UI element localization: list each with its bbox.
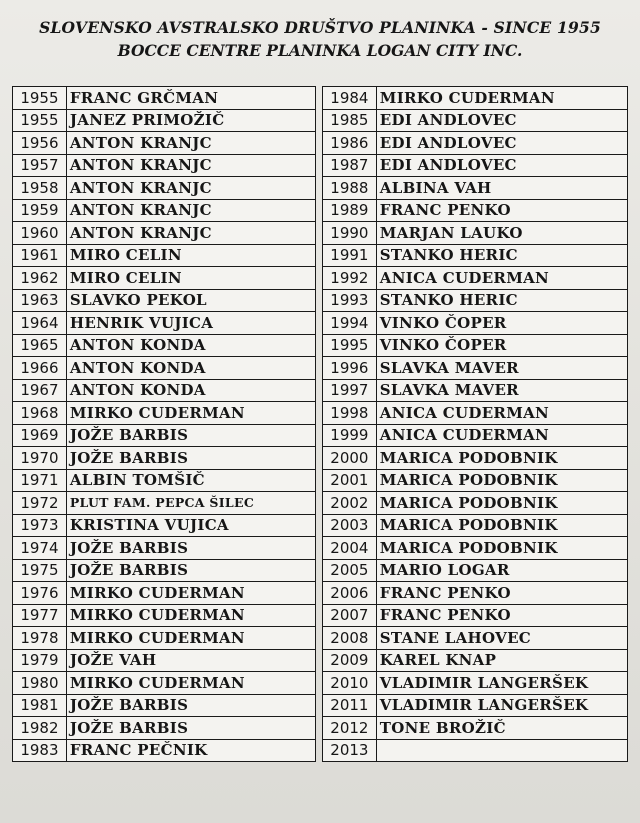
year-cell: 1997 [323, 379, 377, 402]
winner-name-cell: ANTON KRANJC [66, 132, 315, 155]
winner-row [13, 334, 316, 357]
winner-name-cell: MARIO LOGAR [376, 559, 627, 582]
year-cell: 1998 [323, 402, 377, 425]
year-cell: 1971 [13, 469, 67, 492]
year-cell: 1969 [13, 424, 67, 447]
winner-row [323, 604, 628, 627]
year-cell: 1978 [13, 627, 67, 650]
year-cell: 1968 [13, 402, 67, 425]
winner-row [13, 199, 316, 222]
winner-row [13, 357, 316, 380]
winner-name-cell: MARICA PODOBNIK [376, 537, 627, 560]
winner-row [13, 694, 316, 717]
winner-row [13, 627, 316, 650]
winner-row [13, 492, 316, 515]
winner-name-cell: FRANC PENKO [376, 582, 627, 605]
year-cell: 1980 [13, 672, 67, 695]
year-cell: 1986 [323, 132, 377, 155]
year-cell: 1967 [13, 379, 67, 402]
winner-row [13, 177, 316, 200]
winner-name-cell: ANTON KRANJC [66, 154, 315, 177]
year-cell: 1983 [13, 739, 67, 762]
winner-row [13, 379, 316, 402]
winner-name-cell: MIRO CELIN [66, 267, 315, 290]
year-cell: 1959 [13, 199, 67, 222]
year-cell: 1961 [13, 244, 67, 267]
year-cell: 2003 [323, 514, 377, 537]
year-cell: 1991 [323, 244, 377, 267]
winner-name-cell: VINKO ČOPER [376, 312, 627, 335]
year-cell: 2008 [323, 627, 377, 650]
winner-row [13, 739, 316, 762]
winner-row [323, 514, 628, 537]
winner-name-cell: FRANC PEČNIK [66, 739, 315, 762]
club-title: SLOVENSKO AVSTRALSKO DRUŠTVO PLANINKA - SINCE 1955 [39, 18, 601, 37]
winner-name-cell: KAREL KNAP [376, 649, 627, 672]
year-cell: 1994 [323, 312, 377, 335]
winner-row [13, 469, 316, 492]
year-cell: 1955 [13, 109, 67, 132]
year-cell: 1965 [13, 334, 67, 357]
winner-name-cell: ANTON KRANJC [66, 222, 315, 245]
winner-row [13, 402, 316, 425]
year-cell: 1996 [323, 357, 377, 380]
winner-name-cell: FRANC GRČMAN [66, 87, 315, 110]
winner-name-cell: ALBIN TOMŠIČ [66, 469, 315, 492]
winner-name-cell: ANICA CUDERMAN [376, 267, 627, 290]
winner-name-cell: JOŽE BARBIS [66, 717, 315, 740]
year-cell: 1958 [13, 177, 67, 200]
winner-row [323, 312, 628, 335]
year-cell: 1976 [13, 582, 67, 605]
winner-name-cell: JANEZ PRIMOŽIČ [66, 109, 315, 132]
board-header [0, 18, 640, 60]
winner-row [323, 649, 628, 672]
year-cell: 2001 [323, 469, 377, 492]
winner-name-cell: ANICA CUDERMAN [376, 424, 627, 447]
year-cell: 1970 [13, 447, 67, 470]
year-cell: 2000 [323, 447, 377, 470]
year-cell: 1993 [323, 289, 377, 312]
year-cell: 1987 [323, 154, 377, 177]
winner-row [13, 312, 316, 335]
winner-name-cell: EDI ANDLOVEC [376, 132, 627, 155]
winner-name-cell: ANTON KONDA [66, 379, 315, 402]
winner-row [323, 717, 628, 740]
winner-row [323, 87, 628, 110]
year-cell: 2007 [323, 604, 377, 627]
winner-row [323, 402, 628, 425]
year-cell: 1972 [13, 492, 67, 515]
year-cell: 1981 [13, 694, 67, 717]
winner-name-cell: ALBINA VAH [376, 177, 627, 200]
winner-row [323, 132, 628, 155]
winner-name-cell: MARICA PODOBNIK [376, 447, 627, 470]
winner-row [13, 604, 316, 627]
winner-row [13, 447, 316, 470]
winner-row [323, 334, 628, 357]
year-cell: 1964 [13, 312, 67, 335]
winner-row [13, 132, 316, 155]
year-cell: 1957 [13, 154, 67, 177]
year-cell: 1977 [13, 604, 67, 627]
winner-row [13, 672, 316, 695]
winner-name-cell: SLAVKO PEKOL [66, 289, 315, 312]
winner-row [13, 87, 316, 110]
year-cell: 1995 [323, 334, 377, 357]
winner-row [13, 289, 316, 312]
winners-table-right [322, 86, 628, 762]
winner-row [13, 717, 316, 740]
winner-name-cell: EDI ANDLOVEC [376, 154, 627, 177]
year-cell: 1984 [323, 87, 377, 110]
winner-row [13, 244, 316, 267]
year-cell: 2011 [323, 694, 377, 717]
year-cell: 2005 [323, 559, 377, 582]
winner-name-cell: PLUT FAM. PEPCA ŠILEC [66, 492, 315, 515]
winner-row [323, 447, 628, 470]
winner-row [323, 537, 628, 560]
winner-name-cell: SLAVKA MAVER [376, 357, 627, 380]
winner-name-cell: VINKO ČOPER [376, 334, 627, 357]
winner-row [13, 514, 316, 537]
year-cell: 1956 [13, 132, 67, 155]
winner-name-cell: FRANC PENKO [376, 199, 627, 222]
winner-row [323, 469, 628, 492]
winner-name-cell: JOŽE BARBIS [66, 694, 315, 717]
year-cell: 1999 [323, 424, 377, 447]
winner-name-cell: MIRKO CUDERMAN [66, 604, 315, 627]
year-cell: 1963 [13, 289, 67, 312]
year-cell: 2012 [323, 717, 377, 740]
winner-name-cell: ANICA CUDERMAN [376, 402, 627, 425]
winner-name-cell: TONE BROŽIČ [376, 717, 627, 740]
winner-name-cell: ANTON KONDA [66, 334, 315, 357]
winners-table-left [12, 86, 316, 762]
winner-name-cell: MARICA PODOBNIK [376, 514, 627, 537]
winner-name-cell: JOŽE BARBIS [66, 447, 315, 470]
winner-row [13, 559, 316, 582]
winner-row [323, 424, 628, 447]
year-cell: 1989 [323, 199, 377, 222]
winner-row [13, 537, 316, 560]
year-cell: 1966 [13, 357, 67, 380]
winner-row [323, 199, 628, 222]
year-cell: 2006 [323, 582, 377, 605]
winner-row [13, 222, 316, 245]
winner-row [13, 154, 316, 177]
winner-name-cell: STANE LAHOVEC [376, 627, 627, 650]
winner-name-cell: KRISTINA VUJICA [66, 514, 315, 537]
winner-row [13, 424, 316, 447]
year-cell: 1992 [323, 267, 377, 290]
winner-name-cell: MIRKO CUDERMAN [66, 402, 315, 425]
winner-row [323, 694, 628, 717]
winner-name-cell: ANTON KONDA [66, 357, 315, 380]
year-cell: 1985 [323, 109, 377, 132]
winner-name-cell: JOŽE BARBIS [66, 559, 315, 582]
winner-name-cell [376, 739, 627, 762]
winner-name-cell: MIRKO CUDERMAN [66, 672, 315, 695]
winner-row [323, 177, 628, 200]
year-cell: 2013 [323, 739, 377, 762]
winner-name-cell: FRANC PENKO [376, 604, 627, 627]
year-cell: 2009 [323, 649, 377, 672]
winner-row [323, 672, 628, 695]
winner-name-cell: MIRO CELIN [66, 244, 315, 267]
club-subtitle: BOCCE CENTRE PLANINKA LOGAN CITY INC. [117, 41, 523, 60]
winner-row [323, 582, 628, 605]
winner-row [323, 559, 628, 582]
winner-name-cell: MARICA PODOBNIK [376, 492, 627, 515]
winner-name-cell: HENRIK VUJICA [66, 312, 315, 335]
winner-row [13, 582, 316, 605]
year-cell: 1973 [13, 514, 67, 537]
winner-row [323, 357, 628, 380]
winner-name-cell: EDI ANDLOVEC [376, 109, 627, 132]
winner-row [323, 379, 628, 402]
year-cell: 1979 [13, 649, 67, 672]
winner-name-cell: MIRKO CUDERMAN [66, 627, 315, 650]
winner-name-cell: VLADIMIR LANGERŠEK [376, 694, 627, 717]
winner-row [323, 222, 628, 245]
year-cell: 1962 [13, 267, 67, 290]
winner-name-cell: ANTON KRANJC [66, 199, 315, 222]
year-cell: 1982 [13, 717, 67, 740]
winner-name-cell: ANTON KRANJC [66, 177, 315, 200]
winner-name-cell: MARICA PODOBNIK [376, 469, 627, 492]
winner-row [323, 244, 628, 267]
year-cell: 2010 [323, 672, 377, 695]
winner-row [323, 154, 628, 177]
year-cell: 1988 [323, 177, 377, 200]
winner-row [13, 267, 316, 290]
winner-name-cell: MIRKO CUDERMAN [376, 87, 627, 110]
winner-row [13, 649, 316, 672]
winner-row [323, 109, 628, 132]
winner-row [323, 289, 628, 312]
winner-name-cell: STANKO HERIC [376, 244, 627, 267]
winner-name-cell: SLAVKA MAVER [376, 379, 627, 402]
winner-name-cell: JOŽE VAH [66, 649, 315, 672]
winner-name-cell: VLADIMIR LANGERŠEK [376, 672, 627, 695]
winner-row [323, 492, 628, 515]
winner-row [13, 109, 316, 132]
year-cell: 1974 [13, 537, 67, 560]
year-cell: 1960 [13, 222, 67, 245]
year-cell: 1975 [13, 559, 67, 582]
winner-row [323, 627, 628, 650]
winner-row [323, 267, 628, 290]
year-cell: 1955 [13, 87, 67, 110]
winner-name-cell: JOŽE BARBIS [66, 424, 315, 447]
winners-tables [12, 86, 628, 810]
year-cell: 2004 [323, 537, 377, 560]
year-cell: 2002 [323, 492, 377, 515]
winner-name-cell: JOŽE BARBIS [66, 537, 315, 560]
winner-row [323, 739, 628, 762]
winner-name-cell: STANKO HERIC [376, 289, 627, 312]
winner-name-cell: MARJAN LAUKO [376, 222, 627, 245]
winner-name-cell: MIRKO CUDERMAN [66, 582, 315, 605]
year-cell: 1990 [323, 222, 377, 245]
